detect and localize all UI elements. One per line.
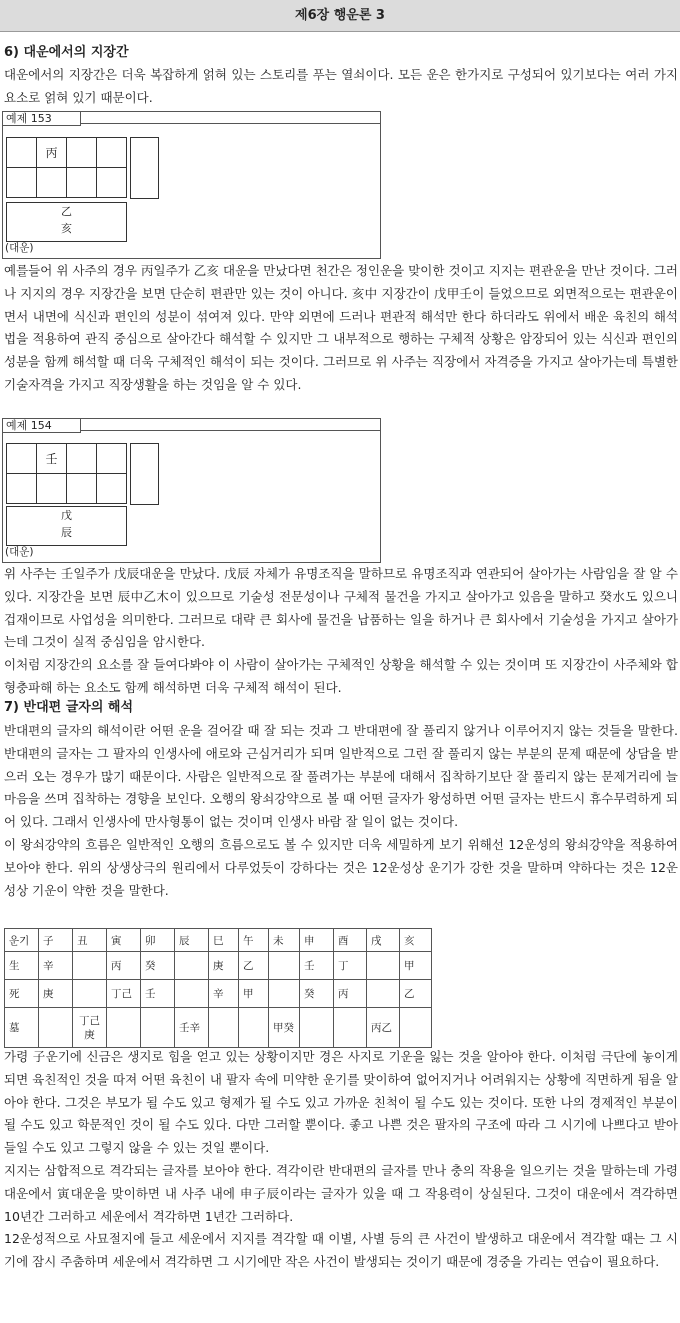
saju-cell: 壬 — [37, 444, 67, 474]
section-heading-7: 7) 반대편 글자의 해석 — [4, 700, 134, 715]
section-heading-6: 6) 대운에서의 지장간 — [4, 45, 129, 60]
daeun-branch: 亥 — [61, 222, 72, 235]
example-153-label: 예제 153 — [3, 112, 81, 126]
saju-cell: 丙 — [37, 138, 67, 168]
table-header-cell: 午 — [239, 929, 269, 952]
table-header-cell: 辰 — [175, 929, 209, 952]
section-6-intro: 대운에서의 지장간은 더욱 복잡하게 얽혀 있는 스토리를 푸는 열쇠이다. 모든 운은 한가지로 구성되어 있기보다는 여러 가지 요소로 얽혀 있기 때문이다. — [4, 67, 678, 105]
divider — [81, 123, 380, 124]
closing-body — [4, 1046, 678, 1274]
table-cell — [269, 952, 300, 980]
table-cell: 丙乙 — [367, 1008, 400, 1048]
saju-cell — [97, 138, 127, 168]
table-header-cell: 寅 — [107, 929, 141, 952]
saju-cell — [67, 474, 97, 504]
saju-cell — [67, 138, 97, 168]
table-cell: 甲 — [239, 980, 269, 1008]
table-cell: 死 — [5, 980, 39, 1008]
table-cell: 辛 — [39, 952, 73, 980]
table-cell: 甲癸 — [269, 1008, 300, 1048]
saju-grid-153 — [6, 137, 127, 198]
example-154-label: 예제 154 — [3, 419, 81, 433]
table-header-cell: 丑 — [73, 929, 107, 952]
table-cell: 癸 — [300, 980, 334, 1008]
paragraph-153: 예를들어 위 사주의 경우 丙일주가 乙亥 대운을 만났다면 천간은 정인운을 맞이한 것이고 지지는 편관운을 만난 것이다. 그러나 지지의 경우 지장간을 보면 단순히 편관만 있는 것이 아니다. 亥中 지장간이 戊甲壬이 들었으므로 외면적으로는 편관운이면서 내면에 식신과 편인의 성분이 섞여져 있다. 만약 외면에 드러나 편관적 해석만 한다 하더라도 위에서 배운 육친의 해석법을 적용하여 관직 중심으로 살아간다 해석할 수 있지만 그 내부적으로 행하는 구체적 상황은 암장되어 있는 식신과 편인의 성분을 함께 해석할 때 더욱 구체적인 해석이 되는 것이다. 그러므로 위 사주는 직장에서 자격증을 가지고 살아가는데 특별한 기술자격을 가지고 직장생활을 하는 것임을 알 수 있다. — [4, 263, 678, 392]
table-header-cell: 未 — [269, 929, 300, 952]
table-cell: 乙 — [239, 952, 269, 980]
saju-cell — [7, 138, 37, 168]
divider — [81, 430, 380, 431]
ungi-table — [4, 928, 432, 1048]
table-cell — [300, 1008, 334, 1048]
table-cell — [269, 980, 300, 1008]
paragraph-154-group — [4, 563, 678, 700]
paragraph-154a: 위 사주는 壬일주가 戊辰대운을 만났다. 戊辰 자체가 유명조직을 말하므로 유명조직과 연관되어 살아가는 사람임을 잘 알 수 있다. 지장간을 보면 辰中乙木이 있으므로 기술성 전문성이나 구체적 물건을 가지고 살아가고 있음을 말하고 癸水도 있으니 겁재이므로 사업성을 의미한다. 그러므로 대략 큰 회사에 물건을 납품하는 일을 하거나 큰 회사에서 기술성을 가지고 살아가는데 그것이 실적 중심임을 암시한다. — [4, 566, 678, 650]
table-cell: 乙 — [400, 980, 432, 1008]
table-cell — [141, 1008, 175, 1048]
table-header-cell: 巳 — [209, 929, 239, 952]
table-cell: 丙 — [334, 980, 367, 1008]
closing-paragraph-1: 가령 子운기에 신금은 생지로 힘을 얻고 있는 상황이지만 경은 사지로 기운을 잃는 것을 알아야 한다. 이처럼 극단에 놓이게 되면 육친적인 것을 따져 어떤 육친이 내 팔자 속에 미약한 운기를 맞이하여 없어지거나 어려워지는 상황에 직면하게 됨을 알아야 한다. 그것은 부모가 될 수도 있고 형제가 될 수도 있고 가까운 친척이 될 수도 있는 것이다. 또한 나의 경제적인 부분이 될 수도 있고 학문적인 것이 될 수도 있다. 다만 그러할 뿐이다. 좋고 나쁜 것은 팔자의 구조에 따라 그 시기에 나쁘다고 받아들일 수도 있고 그렇지 않을 수 있는 것일 뿐이다. — [4, 1049, 678, 1156]
table-header-cell: 戌 — [367, 929, 400, 952]
side-box — [130, 137, 159, 199]
table-cell: 壬 — [300, 952, 334, 980]
table-cell: 甲 — [400, 952, 432, 980]
table-header-cell: 子 — [39, 929, 73, 952]
table-cell: 丁 — [334, 952, 367, 980]
table-cell: 壬辛 — [175, 1008, 209, 1048]
saju-cell — [97, 474, 127, 504]
table-cell — [39, 1008, 73, 1048]
saju-cell — [7, 444, 37, 474]
table-cell: 丁己 庚 — [73, 1008, 107, 1048]
table-cell — [400, 1008, 432, 1048]
daeun-label: (대운) — [5, 242, 34, 254]
table-cell — [367, 980, 400, 1008]
table-cell: 庚 — [39, 980, 73, 1008]
daeun-branch: 辰 — [61, 526, 72, 539]
closing-paragraph-3: 12운성적으로 사묘절지에 들고 세운에서 지지를 격각할 때 이별, 사별 등의 큰 사건이 발생하고 대운에서 격각할 때는 그 시기에 잠시 주춤하며 세운에서 격각하면 그 시기에만 작은 사건이 발생되는 것이기 때문에 경중을 가리는 연습이 필요하다. — [4, 1231, 678, 1270]
table-header-cell: 申 — [300, 929, 334, 952]
table-cell: 丙 — [107, 952, 141, 980]
table-cell — [107, 1008, 141, 1048]
table-cell: 辛 — [209, 980, 239, 1008]
saju-cell — [7, 168, 37, 198]
page-title: 제6장 행운론 3 — [0, 0, 680, 32]
daeun-label: (대운) — [5, 546, 34, 558]
closing-paragraph-2: 지지는 삼합적으로 격각되는 글자를 보아야 한다. 격각이란 반대편의 글자를 만나 충의 작용을 일으키는 것을 말하는데 가령 대운에서 寅대운을 맞이하면 내 사주 내에 申子辰이라는 글자가 있을 때 그 작용력이 상실된다. 그것이 대운에서 격각하면 10년간 그러하고 세운에서 격각하면 1년간 그러하다. — [4, 1162, 678, 1224]
paragraph-154b: 이처럼 지장간의 요소를 잘 들여다봐야 이 사람이 살아가는 구체적인 상황을 해석할 수 있는 것이며 또 지장간이 사주체와 합형충파해 하는 요소도 함께 해석하면 더욱 구체적 해석이 된다. — [4, 657, 678, 695]
section-7-body — [4, 720, 678, 902]
saju-cell — [7, 474, 37, 504]
daeun-stem: 乙 — [61, 205, 72, 218]
saju-grid-154 — [6, 443, 127, 504]
table-cell — [175, 980, 209, 1008]
daeun-box-154 — [6, 506, 127, 546]
saju-cell — [67, 444, 97, 474]
daeun-stem: 戊 — [61, 509, 72, 522]
table-cell — [209, 1008, 239, 1048]
table-cell — [239, 1008, 269, 1048]
table-header-cell: 亥 — [400, 929, 432, 952]
saju-cell — [37, 474, 67, 504]
table-cell: 壬 — [141, 980, 175, 1008]
daeun-box-153 — [6, 202, 127, 242]
table-cell: 生 — [5, 952, 39, 980]
table-header-cell: 酉 — [334, 929, 367, 952]
table-cell — [367, 952, 400, 980]
table-cell — [175, 952, 209, 980]
example-153-box — [2, 111, 381, 259]
saju-cell — [97, 168, 127, 198]
table-cell — [73, 980, 107, 1008]
saju-cell — [67, 168, 97, 198]
table-cell: 丁己 — [107, 980, 141, 1008]
table-cell: 庚 — [209, 952, 239, 980]
saju-cell — [37, 168, 67, 198]
table-cell — [73, 952, 107, 980]
table-cell: 癸 — [141, 952, 175, 980]
table-cell — [334, 1008, 367, 1048]
section-7-paragraph-2: 이 왕쇠강약의 흐름은 일반적인 오행의 흐름으로도 볼 수 있지만 더욱 세밀하게 보기 위해선 12운성의 왕쇠강약을 적용하여 보아야 한다. 위의 상생상극의 원리에서 다루었듯이 강하다는 것은 12운성상 운기가 강한 것을 말하며 약하다는 것은 12운성상 기운이 약한 것을 말한다. — [4, 836, 678, 898]
table-header-cell: 卯 — [141, 929, 175, 952]
saju-cell — [97, 444, 127, 474]
table-header-cell: 운기 — [5, 929, 39, 952]
table-cell: 墓 — [5, 1008, 39, 1048]
example-154-box — [2, 418, 381, 563]
side-box — [130, 443, 159, 505]
section-7-paragraph-1: 반대편의 글자의 해석이란 어떤 운을 걸어갈 때 잘 되는 것과 그 반대편에 잘 풀리지 않거나 이루어지지 않는 것들을 말한다. 반대편의 글자는 그 팔자의 인생사에 애로와 근심거리가 되며 일반적으로 그런 잘 풀리지 않는 부분의 문제 때문에 상담을 받으러 오는 경우가 많기 때문이다. 사람은 일반적으로 잘 풀려가는 부분에 대해서 집착하기보단 잘 풀리지 않는 문제거리에 늘 마음을 쓰며 집착하는 경향을 보인다. 오행의 왕쇠강약으로 볼 때 어떤 글자가 왕성하면 어떤 글자는 반드시 휴수무력하게 되어 있다. 그래서 인생사에 만사형통이 없는 것이며 인생사 바람 잘 일이 없는 것이다. — [4, 723, 678, 830]
